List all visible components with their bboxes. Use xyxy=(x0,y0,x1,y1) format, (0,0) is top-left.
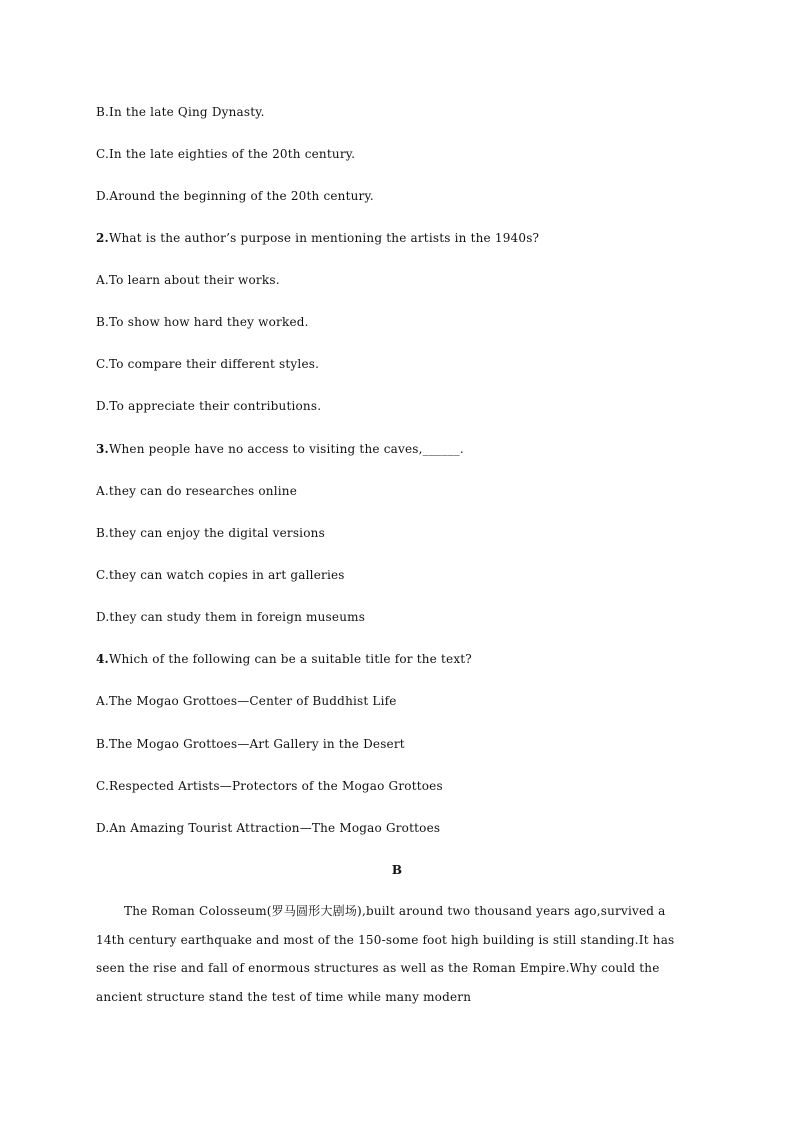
q3-option-a: A.they can do researches online xyxy=(96,484,298,498)
q3-option-c: C.they can watch copies in art galleries xyxy=(96,568,345,582)
q2-option-b: B.To show how hard they worked. xyxy=(96,315,309,329)
q4-number: 4. xyxy=(96,652,109,666)
q3-question xyxy=(96,441,464,457)
q3-option-d: D.they can study them in foreign museums xyxy=(96,610,366,624)
q2-number: 2. xyxy=(96,231,109,245)
section-b-paragraph: The Roman Colosseum(罗马圆形大剧场),built around two thousand years ago,survived a 14th century earthquake and most of the 150-some foot high building is still standing.It has seen the rise and fall of enormous structures as well as the Roman Empire.Why could the ancient structure stand the test of time while many modern xyxy=(96,904,675,1005)
q2-stem: What is the author’s purpose in mentioning the artists in the 1940s? xyxy=(108,231,540,245)
section-b-title: B xyxy=(391,863,403,877)
q4-option-a: A.The Mogao Grottoes—Center of Buddhist Life xyxy=(96,694,397,708)
q4-stem: Which of the following can be a suitable title for the text? xyxy=(108,652,472,666)
q1-option-d: D.Around the beginning of the 20th century. xyxy=(96,189,374,203)
q2-option-a: A.To learn about their works. xyxy=(96,273,280,287)
q4-option-d: D.An Amazing Tourist Attraction—The Mogao Grottoes xyxy=(96,821,441,835)
q4-question xyxy=(96,651,472,667)
q4-option-c: C.Respected Artists—Protectors of the Mogao Grottoes xyxy=(96,779,443,793)
q1-option-c: C.In the late eighties of the 20th century. xyxy=(96,147,356,161)
q3-option-b: B.they can enjoy the digital versions xyxy=(96,526,325,540)
q1-option-b: B.In the late Qing Dynasty. xyxy=(96,105,265,119)
q2-question xyxy=(96,230,539,246)
q2-option-d: D.To appreciate their contributions. xyxy=(96,399,322,413)
q4-option-b: B.The Mogao Grottoes—Art Gallery in the Desert xyxy=(96,737,405,751)
q3-stem: When people have no access to visiting the caves,______. xyxy=(108,442,464,456)
q2-option-c: C.To compare their different styles. xyxy=(96,357,320,371)
q3-number: 3. xyxy=(96,442,109,456)
